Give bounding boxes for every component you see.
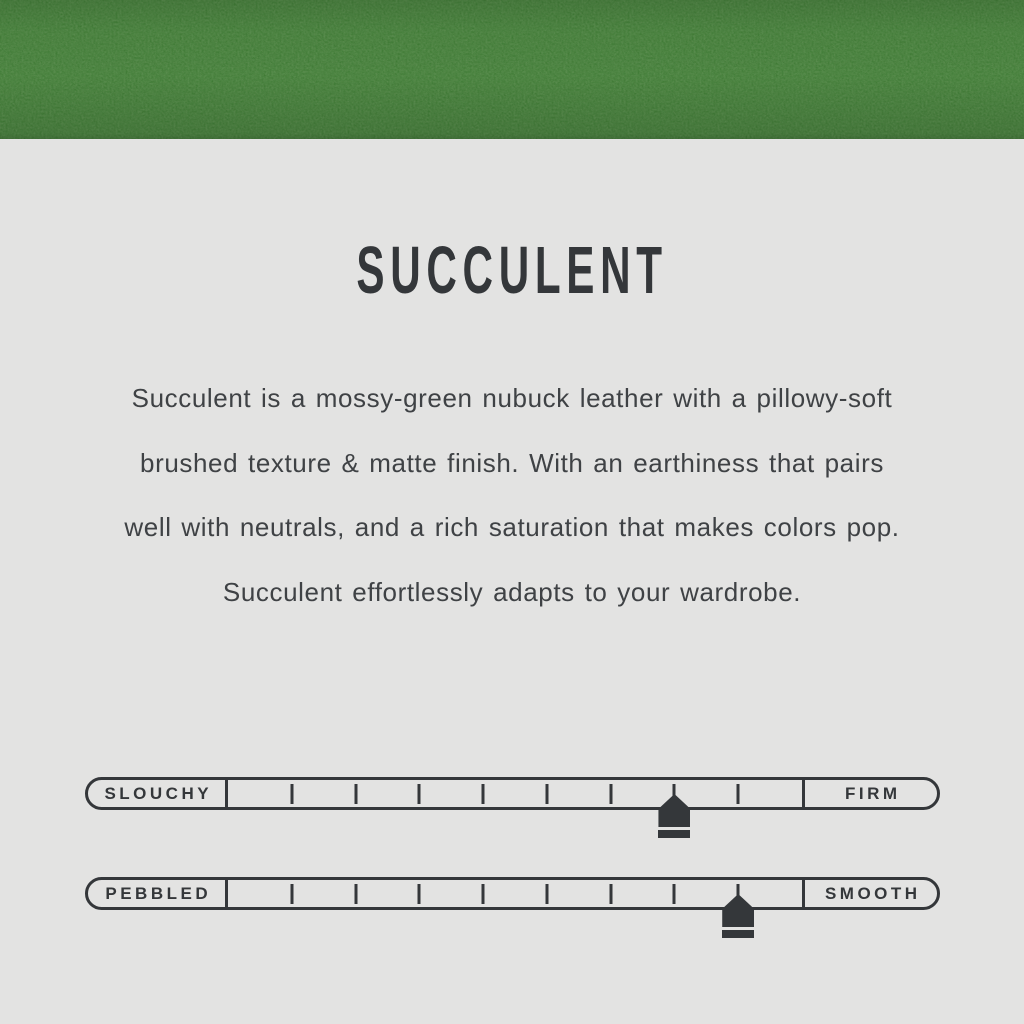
scale-tick [737,784,740,804]
scale-left-label-box [88,780,228,807]
marker-nib-icon [658,794,690,827]
scale-right-label: SMOOTH [824,883,921,903]
scale-tick [418,884,421,904]
description-line: Succulent is a mossy-green nubuck leather with a pillowy-soft [131,383,893,413]
scale-right-label-box [802,780,937,807]
pebbled-smooth-scale [85,877,940,910]
slider-track-1 [228,880,802,907]
description-line: brushed texture & matte finish. With an earthiness that pairs [140,447,884,478]
scale-right-label: FIRM [844,783,901,803]
scale-tick [609,784,612,804]
scale-position-marker [658,794,690,838]
scale-position-marker [722,894,754,938]
description-line: Succulent effortlessly adapts to your wardrobe. [222,576,802,607]
slider-track-0 [228,780,802,807]
scale-left-label-box [88,880,228,907]
marker-tail [722,930,754,938]
scale-tick [609,884,612,904]
scale-right-label-box [802,880,937,907]
scale-tick [482,784,485,804]
scale-tick [290,884,293,904]
scale-tick [673,884,676,904]
scale-tick [545,884,548,904]
page-title: SUCCULENT [356,233,668,308]
scale-tick [354,884,357,904]
marker-nib-icon [722,894,754,927]
scale-tick [290,784,293,804]
marker-tail [658,830,690,838]
hero-shading-overlay [0,0,1024,139]
leather-texture-swatch [0,0,1024,139]
scale-left-label: SLOUCHY [104,783,213,803]
scale-tick [482,884,485,904]
scale-tick [354,784,357,804]
scale-left-label: PEBBLED [105,883,212,903]
product-description [0,366,1024,624]
scale-tick [545,784,548,804]
scale-tick [418,784,421,804]
slouchy-firm-scale [85,777,940,810]
description-line: well with neutrals, and a rich saturation that makes colors pop. [124,512,900,543]
